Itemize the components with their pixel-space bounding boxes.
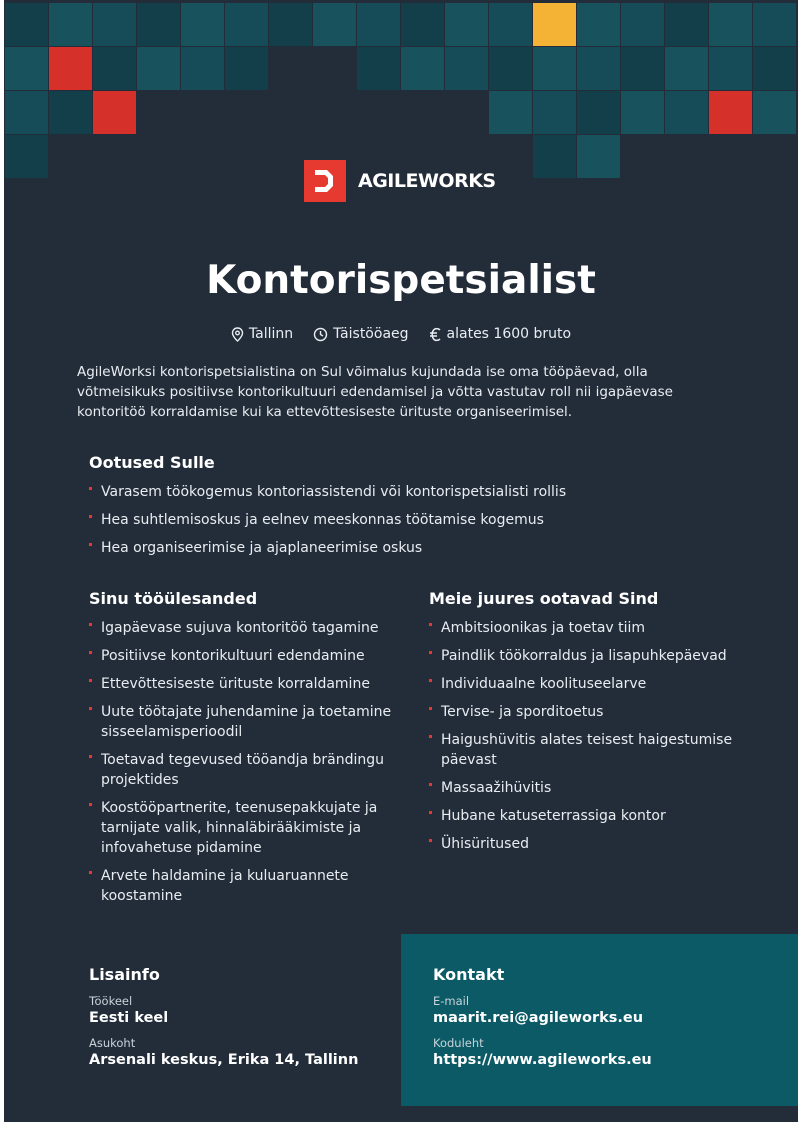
list-item-text: Hubane katuseterrassiga kontor [441,808,666,824]
list-item [429,730,734,770]
mosaic-tile [225,3,268,46]
mosaic-tile [489,47,532,90]
list-item-text: Hea suhtlemisoskus ja eelnev meeskonnas töötamise kogemus [101,512,544,528]
mosaic-tile [5,135,48,178]
location-label: Asukoht [89,1036,136,1050]
list-item [89,750,394,790]
list-item-text: Arvete haldamine ja kuluaruannete koostamine [101,868,349,904]
list-item [89,866,394,906]
list-item-text: Haigushüvitis alates teisest haigestumise päevast [441,732,733,768]
job-poster [4,0,798,1122]
mosaic-tile [5,91,48,134]
mosaic-tile [577,47,620,90]
meta-schedule-text: Täistööaeg [333,326,409,342]
expectations-heading: Ootused Sulle [89,453,215,472]
list-item-text: Ühisüritused [441,836,529,852]
accent-tile [709,91,752,134]
meta-salary [429,326,572,342]
list-item-text: Ambitsioonikas ja toetav tiim [441,620,646,636]
list-item-text: Uute töötajate juhendamine ja toetamine sisseelamisperioodil [101,704,392,740]
mosaic-tile [357,3,400,46]
list-item-text: Varasem töökogemus kontoriassistendi või kontorispetsialisti rollis [101,484,567,500]
mosaic-tile [489,3,532,46]
mosaic-tile [621,47,664,90]
list-item-text: Positiivse kontorikultuuri edendamine [101,648,365,664]
bullet-icon [89,803,92,806]
mosaic-tile [93,3,136,46]
mosaic-tile [49,3,92,46]
mosaic-tile [313,3,356,46]
mosaic-tile [665,3,708,46]
bullet-icon [89,515,92,518]
mosaic-tile [665,47,708,90]
mosaic-tile [709,47,752,90]
benefits-list [429,618,734,854]
mosaic-tile [401,3,444,46]
mosaic-tile [225,47,268,90]
list-item-text: Hea organiseerimise ja ajaplaneerimise oskus [101,540,423,556]
euro-icon [429,327,442,342]
mosaic-tile [137,3,180,46]
mosaic-tile [93,47,136,90]
job-meta [4,326,798,342]
mosaic-tile [533,47,576,90]
agileworks-logo-icon [304,160,346,202]
extra-heading: Lisainfo [89,965,160,984]
mosaic-tile [269,3,312,46]
website-link[interactable]: https://www.agileworks.eu [433,1052,652,1068]
location-value: Arsenali keskus, Erika 14, Tallinn [89,1052,359,1068]
mosaic-tile [665,91,708,134]
list-item [429,702,734,722]
mosaic-tile [577,135,620,178]
email-link[interactable]: maarit.rei@agileworks.eu [433,1010,644,1026]
list-item-text: Paindlik töökorraldus ja lisapuhkepäevad [441,648,727,664]
benefits-heading: Meie juures ootavad Sind [429,589,659,608]
list-item [429,646,734,666]
map-pin-icon [231,327,244,342]
duties-heading: Sinu tööülesanded [89,589,258,608]
language-value: Eesti keel [89,1010,169,1026]
list-item [89,538,729,558]
bullet-icon [89,871,92,874]
page-title: Kontorispetsialist [206,258,596,303]
meta-location [231,326,293,342]
accent-tile [49,47,92,90]
list-item [89,510,729,530]
list-item-text: Tervise- ja sporditoetus [441,704,604,720]
email-label: E-mail [433,994,470,1008]
brand-name: AGILEWORKS [358,170,496,192]
list-item [429,674,734,694]
list-item [429,778,734,798]
list-item [429,806,734,826]
mosaic-tile [137,47,180,90]
expectations-section [89,452,729,566]
contact-heading: Kontakt [433,965,505,984]
brand-logo [304,160,496,202]
extra-info-section [89,964,389,1070]
bullet-icon [429,679,432,682]
mosaic-tile [621,3,664,46]
mosaic-tile [533,91,576,134]
list-item [89,482,729,502]
bullet-icon [89,487,92,490]
meta-schedule [313,326,408,342]
list-item-text: Igapäevase sujuva kontoritöö tagamine [101,620,379,636]
mosaic-tile [445,3,488,46]
contact-section [433,964,773,1070]
mosaic-tile [753,47,796,90]
duties-section [89,588,394,914]
language-label: Töökeel [89,994,133,1008]
bullet-icon [429,783,432,786]
list-item-text: Individuaalne koolituseelarve [441,676,647,692]
list-item-text: Ettevõttesiseste ürituste korraldamine [101,676,370,692]
mosaic-tile [753,91,796,134]
bullet-icon [89,543,92,546]
clock-icon [313,327,328,342]
bullet-icon [89,623,92,626]
list-item-text: Koostööpartnerite, teenusepakkujate ja tarnijate valik, hinnaläbirääkimiste ja infovahetuse pidamine [101,800,378,856]
mosaic-tile [357,47,400,90]
header-mosaic [4,0,798,180]
benefits-section [429,588,734,862]
mosaic-tile [577,91,620,134]
meta-location-text: Tallinn [248,326,294,342]
bullet-icon [429,707,432,710]
bullet-icon [429,811,432,814]
list-item [89,798,394,858]
meta-salary-text: alates 1600 bruto [446,326,572,342]
bullet-icon [89,679,92,682]
list-item [89,618,394,638]
bullet-icon [429,651,432,654]
mosaic-tile [533,135,576,178]
bullet-icon [429,735,432,738]
bullet-icon [89,707,92,710]
list-item [89,646,394,666]
bullet-icon [89,755,92,758]
mosaic-tile [181,3,224,46]
list-item [89,674,394,694]
mosaic-tile [621,91,664,134]
mosaic-tile [445,47,488,90]
list-item [429,834,734,854]
mosaic-tile [401,47,444,90]
mosaic-tile [489,91,532,134]
list-item [429,618,734,638]
list-item-text: Toetavad tegevused tööandja brändingu projektides [101,752,385,788]
accent-tile [93,91,136,134]
mosaic-tile [5,3,48,46]
mosaic-tile [5,47,48,90]
mosaic-tile [577,3,620,46]
mosaic-tile [49,91,92,134]
web-label: Koduleht [433,1036,484,1050]
list-item-text: Massaažihüvitis [441,780,552,796]
expectations-list [89,482,729,558]
bullet-icon [429,839,432,842]
mosaic-tile [709,3,752,46]
bullet-icon [429,623,432,626]
mosaic-tile [181,47,224,90]
list-item [89,702,394,742]
accent-tile [533,3,576,46]
duties-list [89,618,394,906]
bullet-icon [89,651,92,654]
intro-text: AgileWorksi kontorispetsialistina on Sul võimalus kujundada ise oma tööpäevad, olla võtmeisikuks positiivse kontorikultuuri edendamisel ja võtta vastutav roll nii igapäevase kontoritöö korraldamise kui ka ettevõttesiseste ürituste organiseerimisel. [77,364,673,420]
mosaic-tile [753,3,796,46]
